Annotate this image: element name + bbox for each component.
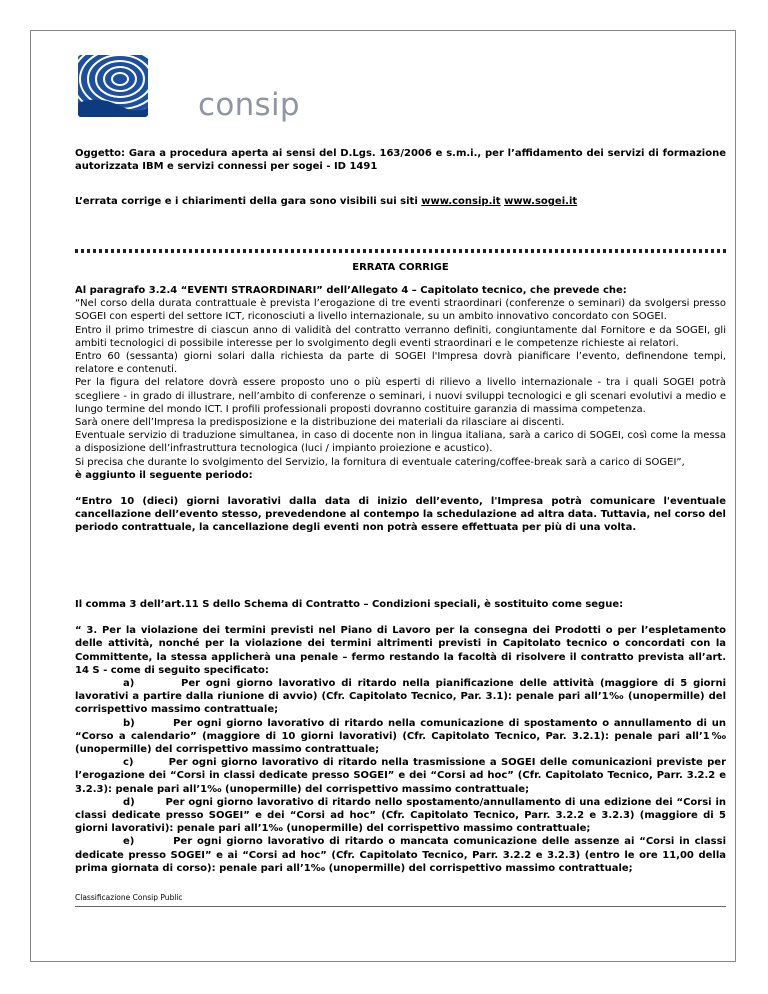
errata-notice-text: L’errata corrige e i chiarimenti della gara sono visibili sui siti: [75, 196, 418, 207]
item-text: Per ogni giorno lavorativo di ritardo nella comunicazione di spostamento o annullamento di un “Corso a calendario” (maggiore di 10 giorni lavorativi) (Cfr. Capitolato Tecnico, Par. 3.2.1): penale pari all’1‰ (unopermille) del corrispettivo massimo contrattuale;: [75, 717, 726, 756]
item-text: Per ogni giorno lavorativo di ritardo nella pianificazione delle attività (maggiore di 5 giorni lavorativi a partire dalla riunione di avvio) (Cfr. Capitolato Tecnico, Par. 3.1): penale pari all’1‰ (unopermille) del corrispettivo massimo contrattuale;: [75, 678, 727, 716]
item-label: d): [123, 796, 135, 808]
quoted-paragraph: Entro 60 (sessanta) giorni solari dalla richiesta da parte di SOGEI l'Impresa dovrà pianificare l’evento, definendone tempi, relatore e contenuti.: [75, 351, 726, 376]
added-period: “Entro 10 (dieci) giorni lavorativi dalla data di inizio dell’evento, l'Impresa potrà comunicare l'eventuale cancellazione dell’evento stesso, prevedendone al contempo la schedulazione ad altra data. Tuttavia, nel corso del periodo contrattuale, la cancellazione degli eventi non potrà essere effettuata per più di una volta.: [75, 496, 726, 534]
clause-intro: “ 3. Per la violazione dei termini previsti nel Piano di Lavoro per la consegna dei Prodotti o per l’espletamento delle attività, nonché per la violazione dei termini altrimenti previsti in Capitolato tecnico o concordati con la Committente, la stessa applicherà una penale – fermo restando la facoltà di risolvere il contratto prevista all’art. 14 S - come di seguito specificato:: [75, 625, 726, 676]
item-label: a): [123, 678, 135, 690]
consip-logo: [78, 55, 300, 125]
document-page: [30, 30, 736, 962]
quoted-paragraph: Sarà onere dell’Impresa la predisposizione e la distribuzione dei materiali da rilasciare ai discenti.: [75, 417, 565, 429]
quoted-paragraph: Entro il primo trimestre di ciascun anno di validità del contratto verranno definiti, congiuntamente dal Fornitore e da SOGEI, gli ambiti tecnologici di possibile interesse per lo svolgimento degli eventi straordinari e le competenze richieste ai relatori.: [75, 324, 726, 349]
item-label: c): [123, 757, 134, 769]
second-amendment: [75, 598, 726, 875]
amendment-heading: Il comma 3 dell’art.11 S dello Schema di Contratto – Condizioni speciali, è sostituito come segue:: [75, 599, 624, 610]
section-title: ERRATA CORRIGE: [352, 262, 449, 273]
amendment-tail: è aggiunto il seguente periodo:: [75, 469, 253, 481]
item-text: Per ogni giorno lavorativo di ritardo nello spostamento/annullamento di una edizione dei “Corsi in classi dedicate presso SOGEI” e dei “Corsi ad hoc” (Cfr. Capitolato Tecnico, Parr. 3.2.2 e 3.2.3) (maggiore di 5 giorni lavorativi): penale pari all’1‰ (unopermille) del corrispettivo massimo contrattuale;: [75, 796, 726, 835]
dotted-divider: [75, 249, 726, 253]
consip-link[interactable]: www.consip.it: [421, 196, 501, 207]
consip-wave-logo-icon: [78, 55, 148, 117]
penalty-item: [75, 835, 726, 875]
errata-notice: [75, 195, 726, 208]
penalty-item: [75, 717, 726, 757]
quoted-paragraph: “Nel corso della durata contrattuale è prevista l’erogazione di tre eventi straordinari (conferenze o seminari) da svolgersi presso SOGEI con esperti del settore ICT, riconosciuti a livello internazionale, su un ambito innovativo concordato con SOGEI.: [75, 298, 726, 323]
item-label: e): [123, 836, 135, 848]
logo-text: consip: [198, 87, 300, 123]
quoted-paragraph: Eventuale servizio di traduzione simultanea, in caso di docente non in lingua italiana, sarà a carico di SOGEI, così come la messa a disposizione dell’infrastruttura tecnologica (luci / impianto proiezione e acustico).: [75, 430, 726, 455]
quoted-paragraph: Si precisa che durante lo svolgimento del Servizio, la fornitura di eventuale catering/coffee-break sarà a carico di SOGEI”,: [75, 456, 685, 468]
penalty-item: [75, 756, 726, 796]
amendment-heading: Al paragrafo 3.2.4 “EVENTI STRAORDINARI” dell’Allegato 4 – Capitolato tecnico, che prevede che:: [75, 285, 627, 296]
penalty-item: [75, 677, 726, 717]
footer-classification: Classificazione Consip Public: [75, 893, 726, 907]
subject-line: Oggetto: Gara a procedura aperta ai sensi del D.Lgs. 163/2006 e s.m.i., per l’affidamento dei servizi di formazione autorizzata IBM e servizi connessi per sogei - ID 1491: [75, 148, 726, 173]
quoted-paragraph: Per la figura del relatore dovrà essere proposto uno o più esperti di rilievo a livello internazionale - tra i quali SOGEI potrà scegliere - in grado di illustrare, nell’ambito di conferenze o seminari, i nuovi sviluppi tecnologici e gli scenari evolutivi a medio e lungo termine del mondo ICT. I profili professionali proposti dovranno costituire garanzia di massima competenza.: [75, 377, 726, 415]
penalty-item: [75, 796, 726, 836]
item-text: Per ogni giorno lavorativo di ritardo o mancata comunicazione delle assenze ai “Corsi in classi dedicate presso SOGEI” e ai “Corsi ad hoc” (Cfr. Capitolato Tecnico, Parr. 3.2.2 e 3.2.3) (entro le ore 11,00 della prima giornata di corso): penale pari all’1‰ (unopermille) del corrispettivo massimo contrattuale;: [75, 836, 727, 874]
sogei-link[interactable]: www.sogei.it: [504, 196, 578, 207]
item-text: Per ogni giorno lavorativo di ritardo nella trasmissione a SOGEI delle comunicazioni previste per l’erogazione dei “Corsi in classi dedicate presso SOGEI” e dei “Corsi ad hoc” (Cfr. Capitolato Tecnico, Parr. 3.2.2 e 3.2.3): penale pari all’1‰ (unopermille) del corrispettivo massimo contrattuale;: [75, 757, 726, 795]
first-amendment: [75, 284, 726, 535]
item-label: b): [123, 717, 135, 729]
